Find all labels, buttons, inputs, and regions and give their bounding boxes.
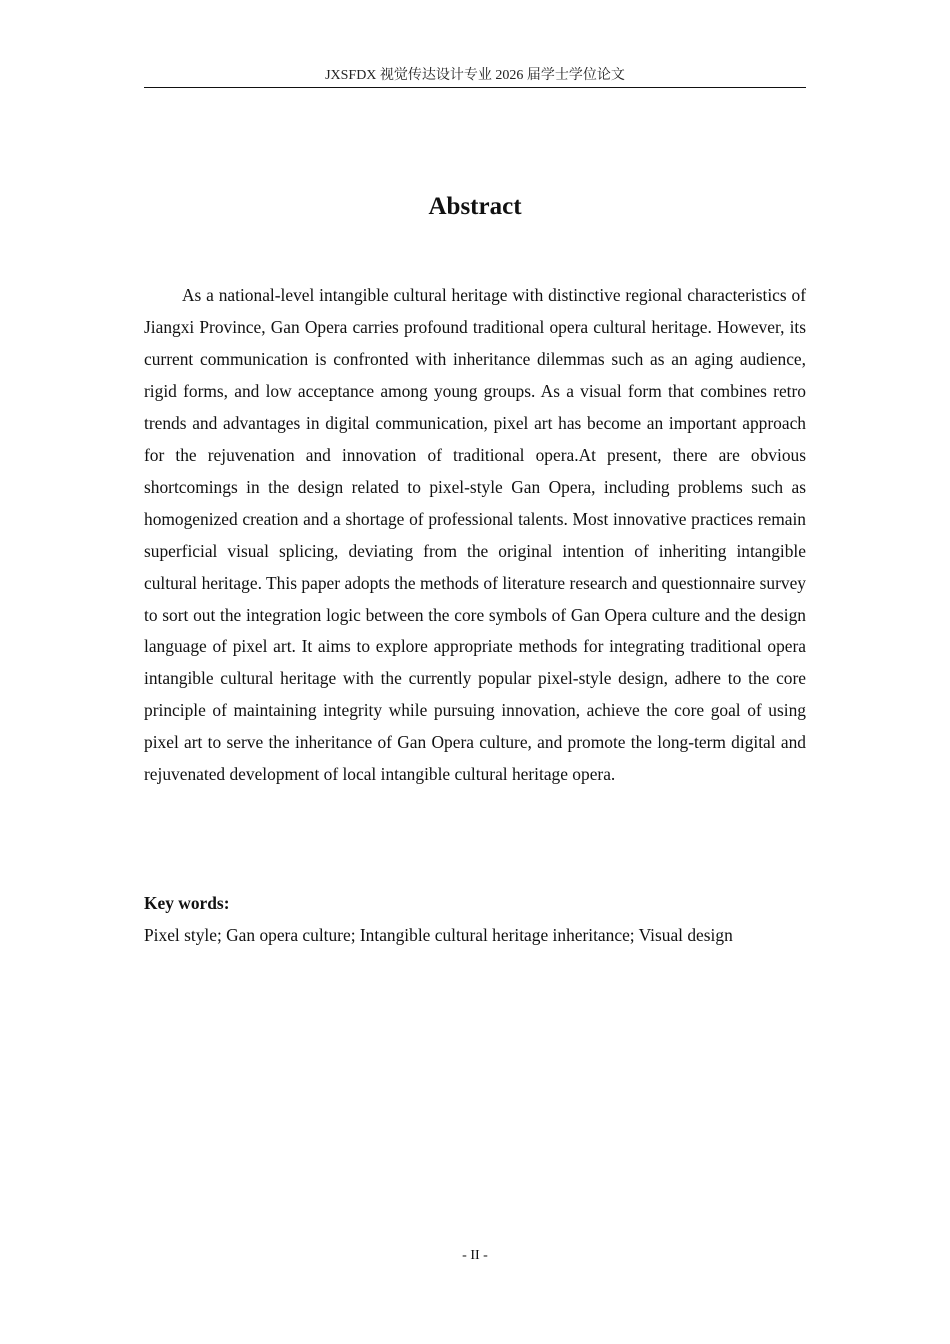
header-rule — [144, 87, 806, 88]
page-number: - II - — [462, 1248, 488, 1263]
keywords-label: Key words: — [144, 893, 230, 913]
running-header: JXSFDX 视觉传达设计专业 2026 届学士学位论文 — [325, 68, 625, 83]
keywords-text: Pixel style; Gan opera culture; Intangible cultural heritage inheritance; Visual design — [144, 925, 733, 945]
page-title: Abstract — [428, 193, 522, 220]
abstract-paragraph: As a national-level intangible cultural heritage with distinctive regional characteristics of Jiangxi Province, Gan Opera carries profound traditional opera cultural heritage. However, its current communication is confronted with inheritance dilemmas such as an aging audience, rigid forms, and low acceptance among young groups. As a visual form that combines retro trends and advantages in digital communication, pixel art has become an important approach for the rejuvenation and innovation of traditional opera.At present, there are obvious shortcomings in the design related to pixel-style Gan Opera, including problems such as homogenized creation and a shortage of professional talents. Most innovative practices remain superficial visual splicing, deviating from the original intention of inheriting intangible cultural heritage. This paper adopts the methods of literature research and questionnaire survey to sort out the integration logic between the core symbols of Gan Opera culture and the design language of pixel art. It aims to explore appropriate methods for integrating traditional opera intangible cultural heritage with the currently popular pixel-style design, adhere to the core principle of maintaining integrity while pursuing innovation, achieve the core goal of using pixel art to serve the inheritance of Gan Opera culture, and promote the long-term digital and rejuvenated development of local intangible cultural heritage opera. — [144, 285, 806, 785]
